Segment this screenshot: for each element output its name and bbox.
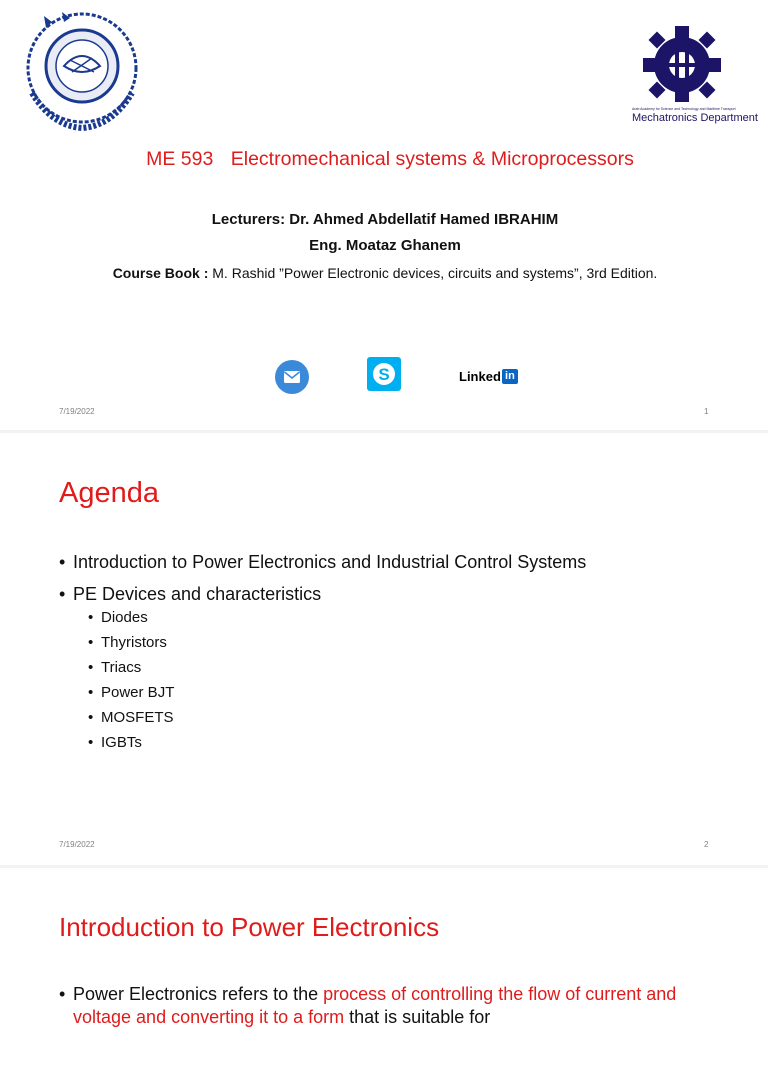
slide-3 — [0, 868, 768, 1068]
agenda-heading: Agenda — [59, 477, 159, 509]
list-item: • MOSFETS — [88, 709, 586, 727]
list-item: • Diodes — [88, 609, 586, 627]
list-item: • Introduction to Power Electronics and Industrial Control Systems — [59, 551, 586, 573]
skype-icon[interactable] — [367, 357, 401, 391]
linkedin-wordmark: Linked — [459, 368, 501, 384]
list-item: • IGBTs — [88, 734, 586, 752]
device-list — [88, 609, 586, 752]
academy-name: Arab Academy for Science and Technology and Maritime Transport — [632, 107, 736, 111]
intro-heading: Introduction to Power Electronics — [59, 912, 440, 942]
department-name: Mechatronics Department — [632, 112, 758, 124]
course-book-text: M. Rashid ”Power Electronic devices, circuits and systems”, 3rd Edition. — [212, 265, 658, 281]
course-name: Electromechanical systems & Microprocessors — [230, 148, 634, 170]
list-item-text: PE Devices and characteristics — [73, 584, 322, 604]
slide-date: 7/19/2022 — [59, 407, 95, 416]
lecturer-line-2: Eng. Moataz Ghanem — [309, 237, 461, 254]
list-item: • Triacs — [88, 659, 586, 677]
course-code: ME 593 — [146, 148, 214, 170]
list-item: • Power BJT — [88, 684, 586, 702]
slide-1 — [0, 0, 768, 430]
slide-number: 2 — [704, 840, 709, 849]
list-item: • Thyristors — [88, 634, 586, 652]
svg-text:S: S — [378, 365, 390, 384]
linkedin-icon[interactable] — [459, 367, 518, 385]
intro-paragraph — [59, 983, 713, 1029]
lecturer-line-1: Lecturers: Dr. Ahmed Abdellatif Hamed IBRAHIM — [211, 211, 559, 228]
slide-number: 1 — [704, 407, 709, 416]
intro-text-highlight: process of controlling the flow of current and voltage and converting it to a form — [73, 984, 677, 1027]
linkedin-in-badge: in — [502, 369, 518, 384]
slide-2 — [0, 433, 768, 865]
email-icon[interactable] — [275, 360, 309, 394]
intro-text-start: Power Electronics refers to the — [73, 984, 324, 1004]
mechatronics-department-logo — [625, 20, 765, 130]
course-book — [100, 265, 670, 282]
slide-date: 7/19/2022 — [59, 840, 95, 849]
course-title — [0, 148, 768, 171]
intro-text-end: that is suitable for — [344, 1007, 491, 1027]
course-book-label: Course Book : — [112, 265, 209, 281]
list-item — [59, 583, 586, 752]
agenda-list — [59, 551, 586, 762]
aast-seal-logo — [22, 8, 142, 133]
